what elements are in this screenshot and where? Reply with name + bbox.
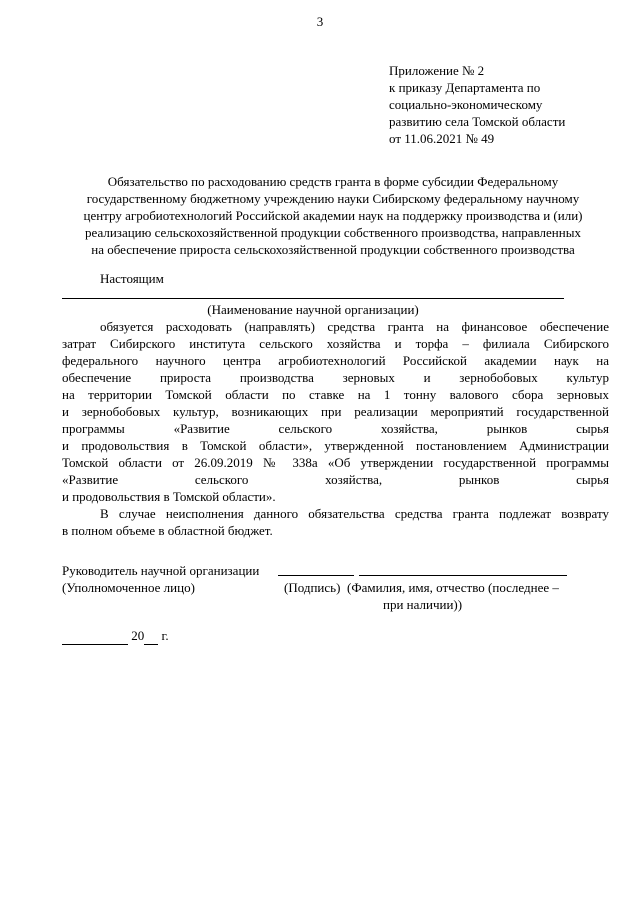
body-line: федерального научного центра агробиотехнологий Российской академии наук на: [62, 353, 609, 368]
name-caption: (Фамилия, имя, отчество (последнее –: [347, 580, 559, 595]
title-line: Обязательство по расходованию средств гранта в форме субсидии Федеральному: [107, 174, 559, 189]
year-prefix: 20: [131, 628, 145, 643]
body-line: «Развитие сельского хозяйства, рынков сырья: [62, 472, 609, 487]
body-line: программы «Развитие сельского хозяйства, рынков сырья: [62, 421, 609, 436]
document-title: [58, 173, 608, 258]
signature-caption: (Подпись): [284, 580, 341, 595]
organization-name-line: [62, 298, 564, 299]
body-line: обязуется расходовать (направлять) средства гранта на финансовое обеспечение: [100, 319, 609, 334]
signature-block: [62, 562, 609, 613]
body-line: и продовольствия в Томской области».: [62, 489, 276, 504]
title-line: центру агробиотехнологий Российской академии наук на поддержку производства и (или): [83, 208, 583, 223]
authorized-person-caption: (Уполномоченное лицо): [62, 580, 195, 595]
appendix-line: Приложение № 2: [389, 63, 485, 78]
appendix-line: к приказу Департамента по: [389, 80, 541, 95]
body-line: Томской области от 26.09.2019 № 338а «Об утверждении государственной программы: [62, 455, 609, 470]
organization-caption: (Наименование научной организации): [207, 302, 419, 317]
body-line: и продовольствия в Томской области», утвержденной постановлением Администрации: [62, 438, 609, 453]
body-line: обеспечение прироста производства зерновых и зернобобовых культур: [62, 370, 609, 385]
title-line: государственному бюджетному учреждению науки Сибирскому федеральному научному: [86, 191, 580, 206]
year-suffix: г.: [161, 628, 169, 643]
document-body: [62, 318, 609, 539]
appendix-line: развитию села Томской области: [389, 114, 566, 129]
date-blank: [62, 627, 128, 645]
intro-word: Настоящим: [100, 271, 164, 286]
date-line: [62, 627, 169, 645]
body-line: в полном объеме в областной бюджет.: [62, 523, 273, 538]
appendix-line: социально-экономическому: [389, 97, 543, 112]
page-number: 3: [316, 14, 324, 29]
body-line: В случае неисполнения данного обязательства средства гранта подлежат возврату: [100, 506, 609, 521]
name-line: [359, 575, 567, 576]
head-label: Руководитель научной организации: [62, 563, 260, 578]
title-line: на обеспечение прироста сельскохозяйственной продукции собственного производства: [91, 242, 575, 257]
signature-line: [278, 575, 354, 576]
appendix-block: [389, 62, 565, 147]
appendix-line: от 11.06.2021 № 49: [389, 131, 495, 146]
name-caption-continued: при наличии)): [383, 597, 463, 612]
title-line: реализацию сельскохозяйственной продукции собственного производства, направленных: [85, 225, 581, 240]
body-line: затрат Сибирского института сельского хозяйства и торфа – филиала Сибирского: [62, 336, 609, 351]
body-line: на территории Томской области по ставке на 1 тонну валового сбора зерновых: [62, 387, 609, 402]
year-blank: [144, 627, 158, 645]
body-line: и зернобобовых культур, возникающих при реализации мероприятий государственной: [62, 404, 609, 419]
